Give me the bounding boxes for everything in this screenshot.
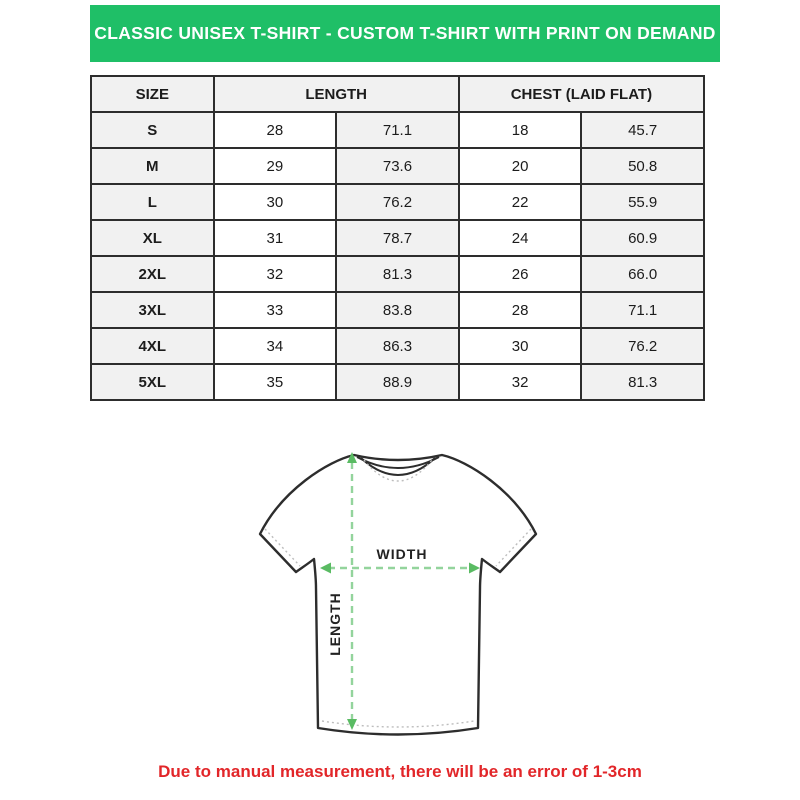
length-in-cell: 34 <box>214 328 337 364</box>
size-cell: XL <box>91 220 214 256</box>
size-cell: 4XL <box>91 328 214 364</box>
length-cm-cell: 78.7 <box>336 220 459 256</box>
col-header-chest: CHEST (LAID FLAT) <box>459 76 704 112</box>
col-header-length: LENGTH <box>214 76 459 112</box>
table-row <box>91 292 704 328</box>
chest-in-cell: 22 <box>459 184 582 220</box>
chest-in-cell: 28 <box>459 292 582 328</box>
length-label: LENGTH <box>327 592 343 656</box>
table-row <box>91 184 704 220</box>
length-in-cell: 35 <box>214 364 337 400</box>
size-cell: S <box>91 112 214 148</box>
measurement-error-note: Due to manual measurement, there will be an error of 1-3cm <box>158 762 642 781</box>
size-cell: L <box>91 184 214 220</box>
size-cell: M <box>91 148 214 184</box>
tshirt-outline <box>260 455 536 735</box>
length-in-cell: 33 <box>214 292 337 328</box>
length-cm-cell: 83.8 <box>336 292 459 328</box>
chest-cm-cell: 71.1 <box>581 292 704 328</box>
chest-cm-cell: 66.0 <box>581 256 704 292</box>
chest-cm-cell: 76.2 <box>581 328 704 364</box>
product-title: CLASSIC UNISEX T-SHIRT - CUSTOM T-SHIRT WITH PRINT ON DEMAND <box>94 23 716 43</box>
table-row <box>91 148 704 184</box>
table-row <box>91 256 704 292</box>
chest-in-cell: 18 <box>459 112 582 148</box>
size-cell: 3XL <box>91 292 214 328</box>
chest-cm-cell: 55.9 <box>581 184 704 220</box>
chest-in-cell: 20 <box>459 148 582 184</box>
chest-cm-cell: 50.8 <box>581 148 704 184</box>
length-in-cell: 31 <box>214 220 337 256</box>
length-cm-cell: 71.1 <box>336 112 459 148</box>
col-header-size: SIZE <box>91 76 214 112</box>
table-header-row <box>91 76 704 112</box>
length-cm-cell: 81.3 <box>336 256 459 292</box>
length-cm-cell: 88.9 <box>336 364 459 400</box>
table-row <box>91 112 704 148</box>
table-row <box>91 328 704 364</box>
length-cm-cell: 73.6 <box>336 148 459 184</box>
table-row <box>91 220 704 256</box>
length-in-cell: 32 <box>214 256 337 292</box>
length-cm-cell: 86.3 <box>336 328 459 364</box>
width-label: WIDTH <box>376 546 428 562</box>
length-in-cell: 28 <box>214 112 337 148</box>
length-cm-cell: 76.2 <box>336 184 459 220</box>
product-title-banner <box>90 5 720 62</box>
chest-cm-cell: 45.7 <box>581 112 704 148</box>
table-row <box>91 364 704 400</box>
tshirt-measurement-diagram <box>250 440 550 750</box>
length-in-cell: 30 <box>214 184 337 220</box>
chest-in-cell: 30 <box>459 328 582 364</box>
chest-in-cell: 24 <box>459 220 582 256</box>
chest-cm-cell: 81.3 <box>581 364 704 400</box>
size-cell: 2XL <box>91 256 214 292</box>
length-in-cell: 29 <box>214 148 337 184</box>
chest-cm-cell: 60.9 <box>581 220 704 256</box>
chest-in-cell: 26 <box>459 256 582 292</box>
size-cell: 5XL <box>91 364 214 400</box>
chest-in-cell: 32 <box>459 364 582 400</box>
size-chart-table <box>90 75 705 401</box>
